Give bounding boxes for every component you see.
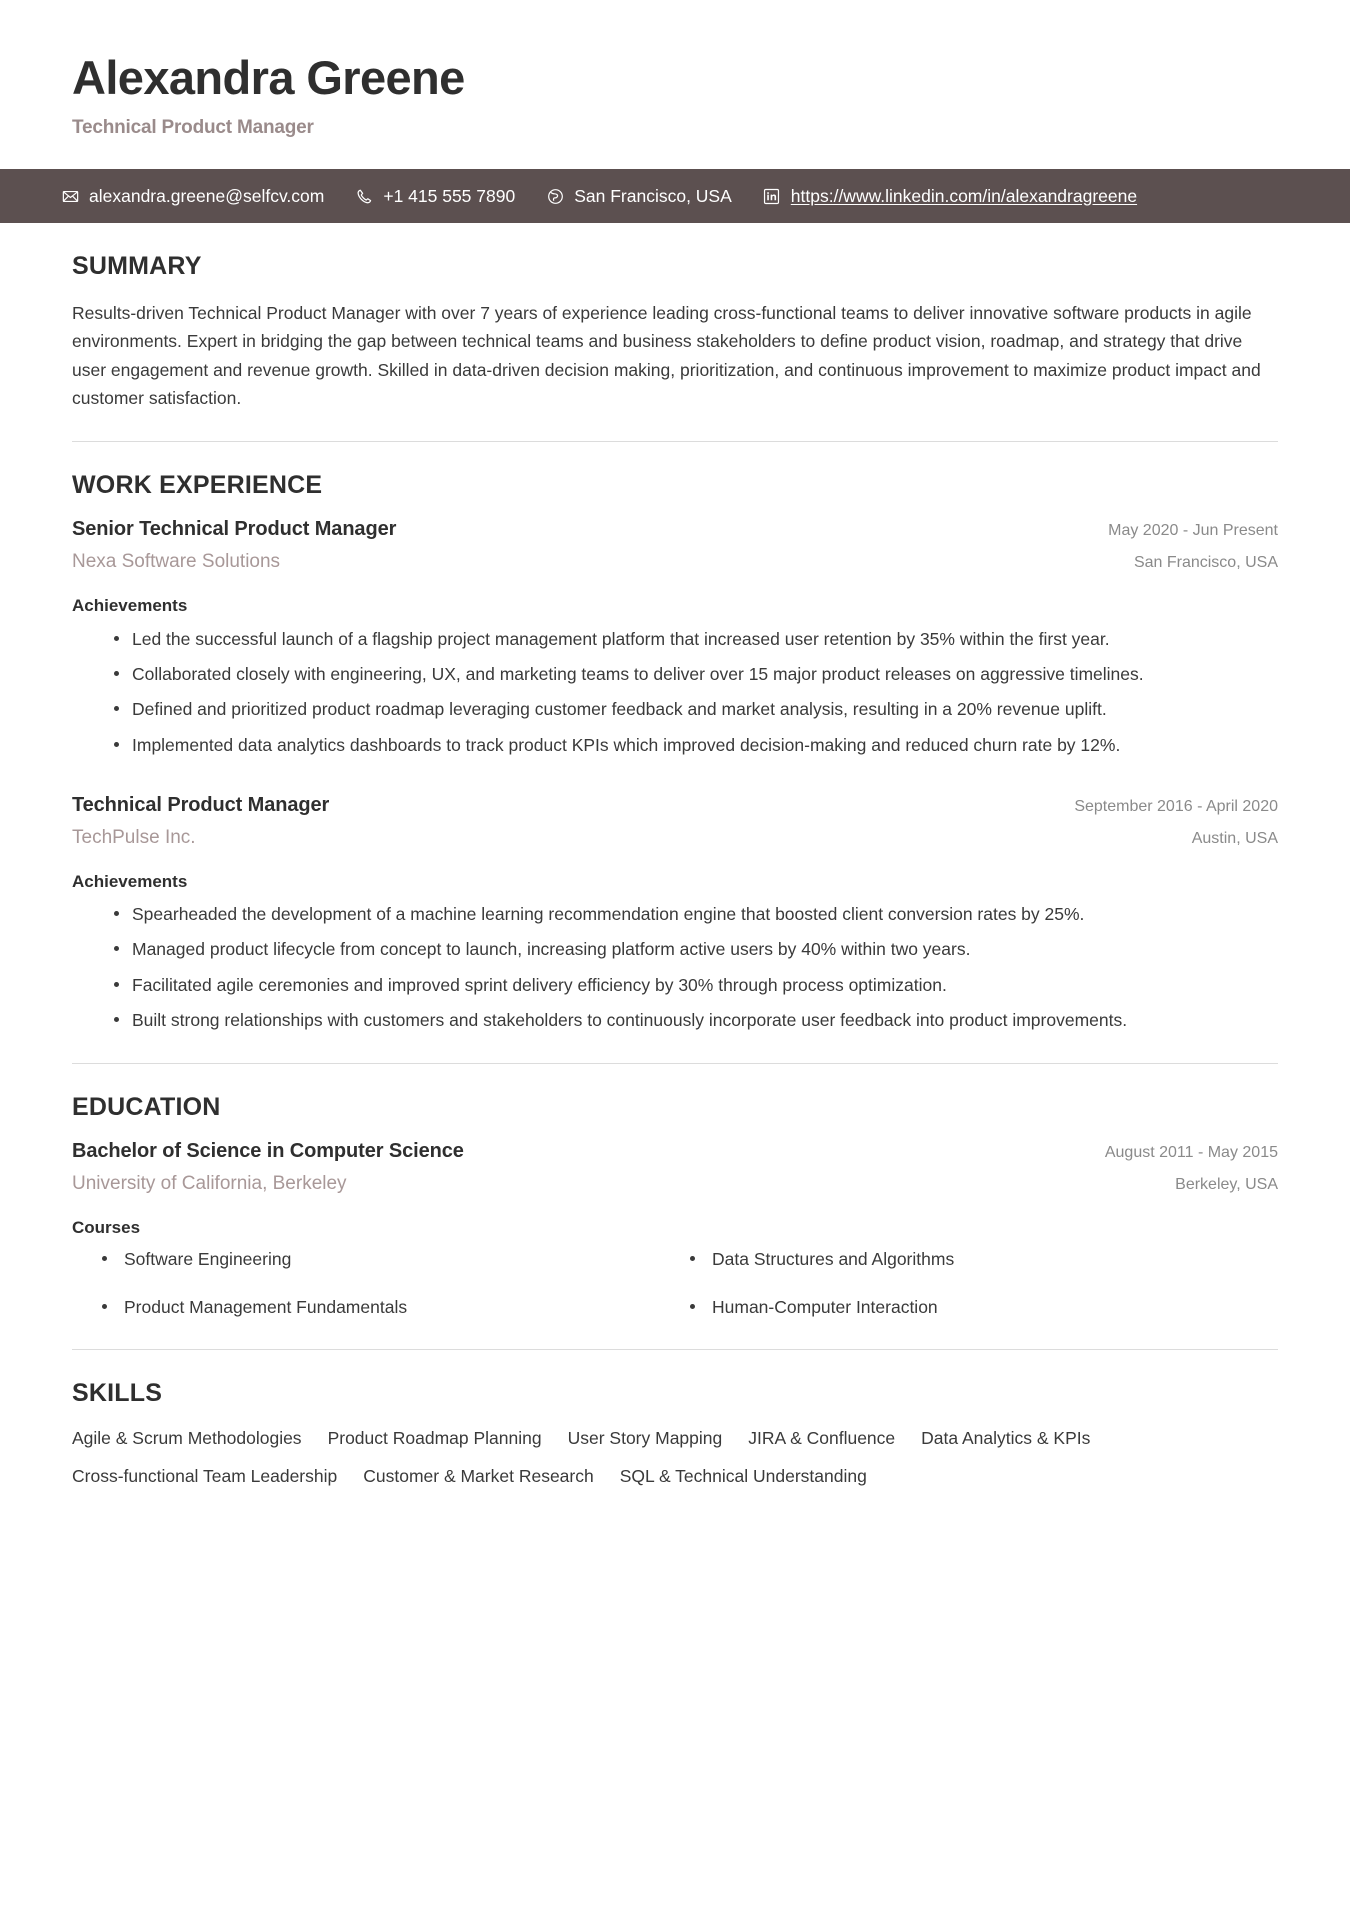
skill-item: Customer & Market Research — [363, 1466, 594, 1487]
work-achievements-list — [72, 900, 1278, 1034]
work-achievement-item: Facilitated agile ceremonies and improved sprint delivery efficiency by 30% through process optimization. — [114, 971, 1278, 999]
work-organization: Nexa Software Solutions — [72, 551, 281, 573]
section-education — [72, 1064, 1278, 1321]
section-summary — [72, 223, 1278, 413]
course-item: Data Structures and Algorithms — [690, 1246, 1278, 1272]
work-achievement-item: Spearheaded the development of a machine learning recommendation engine that boosted client conversion rates by 25%. — [114, 900, 1278, 928]
section-title-education: EDUCATION — [72, 1092, 221, 1121]
contact-location-text: San Francisco, USA — [574, 185, 732, 206]
candidate-job-title: Technical Product Manager — [72, 116, 314, 138]
education-courses-label: Courses — [72, 1217, 141, 1237]
skill-item: Data Analytics & KPIs — [921, 1428, 1091, 1449]
skill-item: Agile & Scrum Methodologies — [72, 1428, 302, 1449]
work-achievement-item: Led the successful launch of a flagship project management platform that increased user retention by 35% within the first year. — [114, 625, 1278, 653]
phone-icon — [354, 186, 374, 206]
education-date: August 2011 - May 2015 — [1104, 1144, 1278, 1162]
education-degree: Bachelor of Science in Computer Science — [72, 1140, 464, 1163]
globe-icon — [545, 186, 565, 206]
section-skills — [72, 1350, 1278, 1490]
education-entry-header — [72, 1139, 1278, 1164]
contact-linkedin-link[interactable]: https://www.linkedin.com/in/alexandragreene — [790, 185, 1138, 206]
work-entry — [72, 517, 1278, 759]
contact-location — [545, 186, 732, 206]
skill-item: Cross-functional Team Leadership — [72, 1466, 338, 1487]
course-item: Human-Computer Interaction — [690, 1294, 1278, 1320]
contact-email[interactable] — [60, 186, 324, 206]
education-location: Berkeley, USA — [1175, 1176, 1278, 1194]
summary-paragraph: Results-driven Technical Product Manager with over 7 years of experience leading cross-functional teams to deliver innovative software products in agile environments. Expert in bridging the gap between technical teams and business stakeholders to define product vision, roadmap, and strategy that drive user engagement and revenue growth. Skilled in data-driven decision making, prioritization, and continuous improvement to maximize product impact and customer satisfaction. — [72, 302, 1261, 409]
linkedin-icon — [762, 186, 782, 206]
education-entry — [72, 1139, 1278, 1321]
contact-phone-text: +1 415 555 7890 — [383, 185, 516, 206]
skill-item: User Story Mapping — [567, 1428, 723, 1449]
contact-phone[interactable] — [354, 186, 515, 206]
work-entry — [72, 793, 1278, 1035]
work-achievement-item: Collaborated closely with engineering, UX, and marketing teams to deliver over 15 major product releases on aggressive timelines. — [114, 660, 1278, 688]
work-entry-subheader — [72, 542, 1278, 574]
envelope-icon — [60, 186, 80, 206]
work-achievement-item: Implemented data analytics dashboards to track product KPIs which improved decision-making and reduced churn rate by 12%. — [114, 731, 1278, 759]
skill-item: JIRA & Confluence — [748, 1428, 896, 1449]
work-position: Technical Product Manager — [72, 794, 330, 816]
resume-header — [0, 0, 1350, 139]
work-organization: TechPulse Inc. — [72, 827, 196, 848]
resume-body — [0, 223, 1350, 1559]
education-entry-subheader — [72, 1164, 1278, 1196]
section-work-experience — [72, 442, 1278, 1035]
work-achievement-item: Managed product lifecycle from concept to launch, increasing platform active users by 40% within two years. — [114, 935, 1278, 963]
skill-item: SQL & Technical Understanding — [619, 1466, 867, 1487]
contact-bar — [0, 169, 1350, 223]
candidate-name: Alexandra Greene — [72, 51, 465, 104]
education-courses-grid — [72, 1246, 1278, 1321]
work-achievements-label: Achievements — [72, 871, 188, 891]
work-achievement-item: Built strong relationships with customers and stakeholders to continuously incorporate user feedback into product improvements. — [114, 1006, 1278, 1034]
contact-linkedin[interactable] — [762, 186, 1137, 206]
work-entry-header — [72, 517, 1278, 542]
work-position: Senior Technical Product Manager — [72, 518, 397, 541]
contact-email-text: alexandra.greene@selfcv.com — [89, 185, 325, 206]
skill-item: Product Roadmap Planning — [327, 1428, 542, 1449]
work-achievements-list — [72, 625, 1278, 759]
course-item: Software Engineering — [102, 1246, 690, 1272]
page-bottom-spacer — [72, 1490, 1278, 1560]
work-entry-subheader — [72, 818, 1278, 850]
work-achievement-item: Defined and prioritized product roadmap leveraging customer feedback and market analysis, resulting in a 20% revenue uplift. — [114, 695, 1278, 723]
skills-list — [72, 1425, 1132, 1490]
work-date: September 2016 - April 2020 — [1074, 798, 1278, 815]
work-location: Austin, USA — [1191, 830, 1278, 847]
course-item: Product Management Fundamentals — [102, 1294, 690, 1320]
section-title-skills: SKILLS — [72, 1378, 163, 1407]
work-date: May 2020 - Jun Present — [1108, 522, 1278, 540]
work-achievements-label: Achievements — [72, 596, 188, 616]
section-title-summary: SUMMARY — [72, 252, 202, 281]
education-institution: University of California, Berkeley — [72, 1173, 347, 1195]
work-location: San Francisco, USA — [1133, 554, 1278, 572]
section-title-work-experience: WORK EXPERIENCE — [72, 470, 323, 499]
work-entry-header — [72, 793, 1278, 818]
